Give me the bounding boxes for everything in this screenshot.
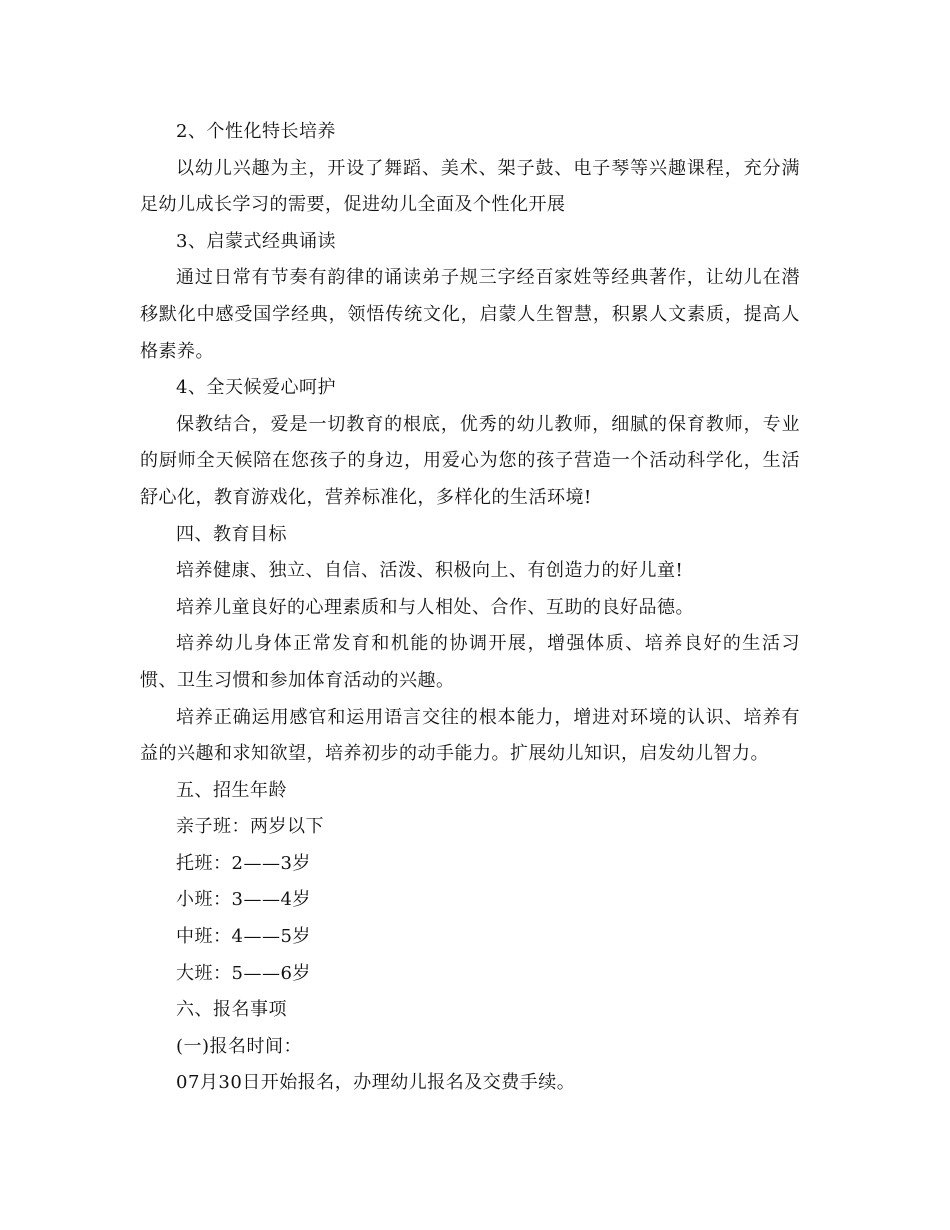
- section-heading: 4、全天候爱心呵护: [176, 377, 336, 399]
- list-item: 亲子班：两岁以下: [176, 816, 324, 838]
- body-paragraph: 培养正确运用感官和运用语言交往的根本能力，增进对环境的认识、培养有益的兴趣和求知欲望，培养初步的动手能力。扩展幼儿知识，启发幼儿智力。: [140, 706, 800, 765]
- body-paragraph: 保教结合，爱是一切教育的根底，优秀的幼儿教师，细腻的保育教师，专业的厨师全天候陪在您孩子的身边，用爱心为您的孩子营造一个活动科学化，生活舒心化，教育游戏化，营养标准化，多样化的生活环境!: [140, 413, 800, 508]
- list-item: 大班：5——6岁: [176, 962, 311, 984]
- body-paragraph: 通过日常有节奏有韵律的诵读弟子规三字经百家姓等经典著作，让幼儿在潜移默化中感受国学经典，领悟传统文化，启蒙人生智慧，积累人文素质，提高人格素养。: [140, 267, 800, 362]
- section-heading: 四、教育目标: [176, 523, 287, 545]
- list-item: 中班：4——5岁: [176, 926, 311, 948]
- subsection-heading: (一)报名时间：: [176, 1035, 303, 1057]
- section-heading: 2、个性化特长培养: [176, 121, 336, 142]
- list-item: 小班：3——4岁: [176, 889, 311, 911]
- body-paragraph: 培养幼儿身体正常发育和机能的协调开展，增强体质、培养良好的生活习惯、卫生习惯和参加体育活动的兴趣。: [140, 633, 800, 691]
- body-paragraph: 以幼儿兴趣为主，开设了舞蹈、美术、架子鼓、电子琴等兴趣课程，充分满足幼儿成长学习的需要，促进幼儿全面及个性化开展: [140, 157, 800, 216]
- document-body: [140, 114, 800, 1102]
- body-paragraph: 培养健康、独立、自信、活泼、积极向上、有创造力的好儿童!: [176, 560, 684, 582]
- section-heading: 六、报名事项: [176, 999, 287, 1021]
- section-heading: 五、招生年龄: [176, 779, 287, 801]
- body-paragraph: 07月30日开始报名，办理幼儿报名及交费手续。: [176, 1072, 576, 1094]
- section-heading: 3、启蒙式经典诵读: [176, 230, 336, 252]
- list-item: 托班：2——3岁: [176, 852, 311, 874]
- body-paragraph: 培养儿童良好的心理素质和与人相处、合作、互助的良好品德。: [176, 596, 694, 618]
